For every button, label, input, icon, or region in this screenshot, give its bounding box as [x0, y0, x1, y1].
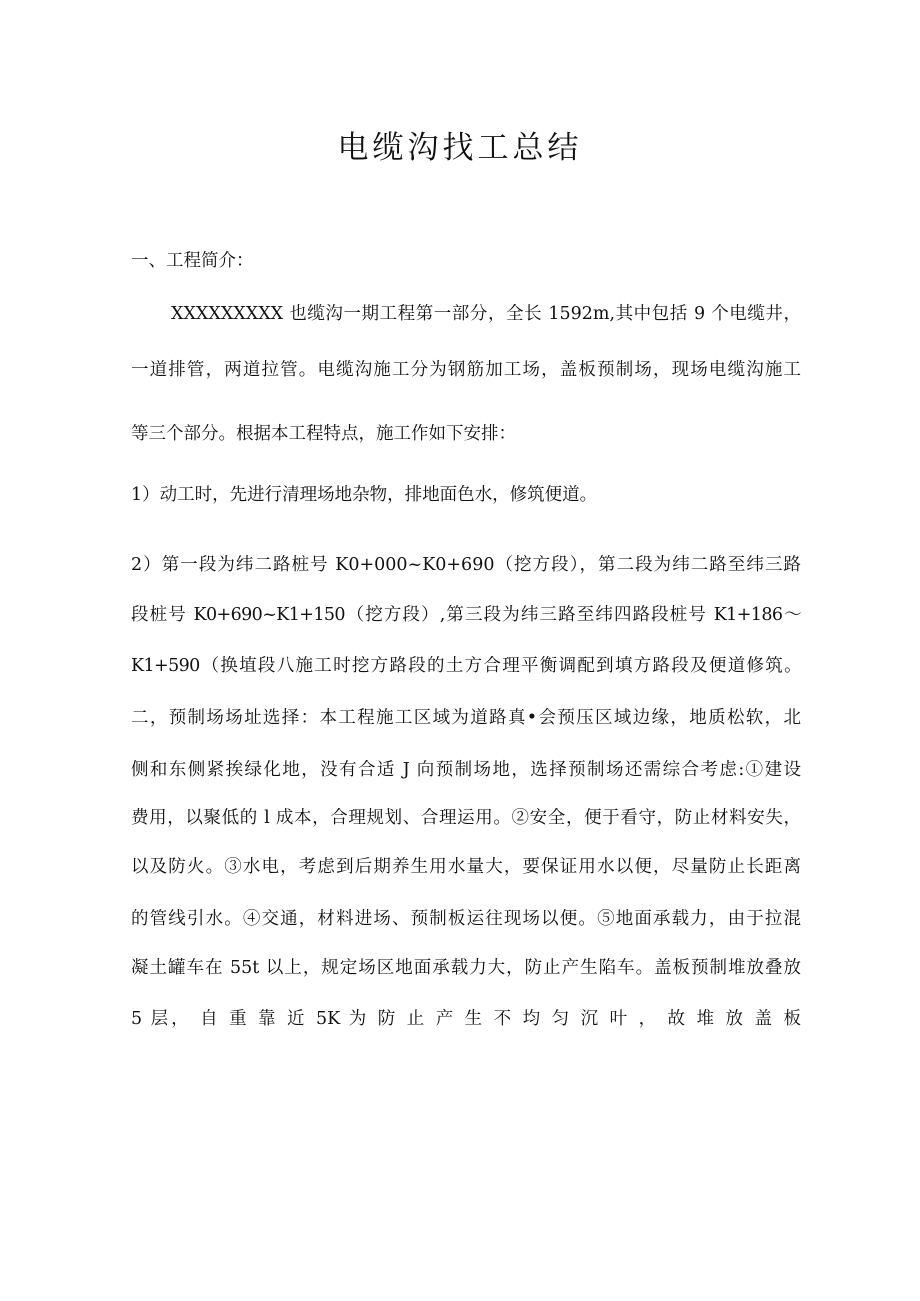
paragraph-line: 的管线引水。④交通，材料进场、预制板运往现场以便。⑤地面承载力，由于拉混: [131, 909, 801, 929]
list-item-1: 1）动工时，先进行清理场地杂物，排地面色水，修筑便道。: [131, 485, 598, 505]
document-title: 电缆沟找工总结: [337, 130, 583, 166]
paragraph-line: 侧和东侧紧挨绿化地，没有合适 J 向预制场地，选择预制场还需综合考虑:①建设: [131, 760, 801, 780]
paragraph-line: 以及防火。③水电，考虑到后期养生用水量大，要保证用水以便，尽量防止长距离: [131, 857, 801, 877]
paragraph-line: 一道排管，两道拉管。电缆沟施工分为钢筋加工场，盖板预制场，现场电缆沟施工: [131, 360, 801, 380]
section-heading-project-overview: 一、工程简介：: [131, 251, 254, 271]
section-heading-prefab-site: 二，预制场场址选择：本工程施工区域为道路真•会预压区域边缘，地质松软，北: [131, 708, 801, 728]
paragraph-line: 等三个部分。根据本工程特点，施工作如下安排：: [131, 424, 516, 444]
paragraph-line: 5 层， 自 重 靠 近 5K 为 防 止 产 生 不 均 匀 沉 叶 ， 故 堆 放 盖 板: [131, 1009, 801, 1029]
paragraph-line: 段桩号 K0+690~K1+150（挖方段）,第三段为纬三路至纬四路段桩号 K1+186〜: [131, 605, 801, 625]
paragraph-line: 凝土罐车在 55t 以上，规定场区地面承载力大，防止产生陷车。盖板预制堆放叠放: [131, 958, 801, 978]
paragraph-line: XXXXXXXXX 也缆沟一期工程第一部分，全长 1592m,其中包括 9 个电缆井，: [171, 304, 801, 324]
paragraph-line: 费用，以聚低的 l 成本，合理规划、合理运用。②安全，便于看守，防止材料安失，: [131, 808, 801, 828]
list-item-2: 2）第一段为纬二路桩号 K0+000~K0+690（挖方段），第二段为纬二路至纬三路: [131, 555, 801, 575]
paragraph-line: K1+590（换埴段八施工时挖方路段的土方合理平衡调配到填方路段及便道修筑。: [131, 656, 801, 676]
